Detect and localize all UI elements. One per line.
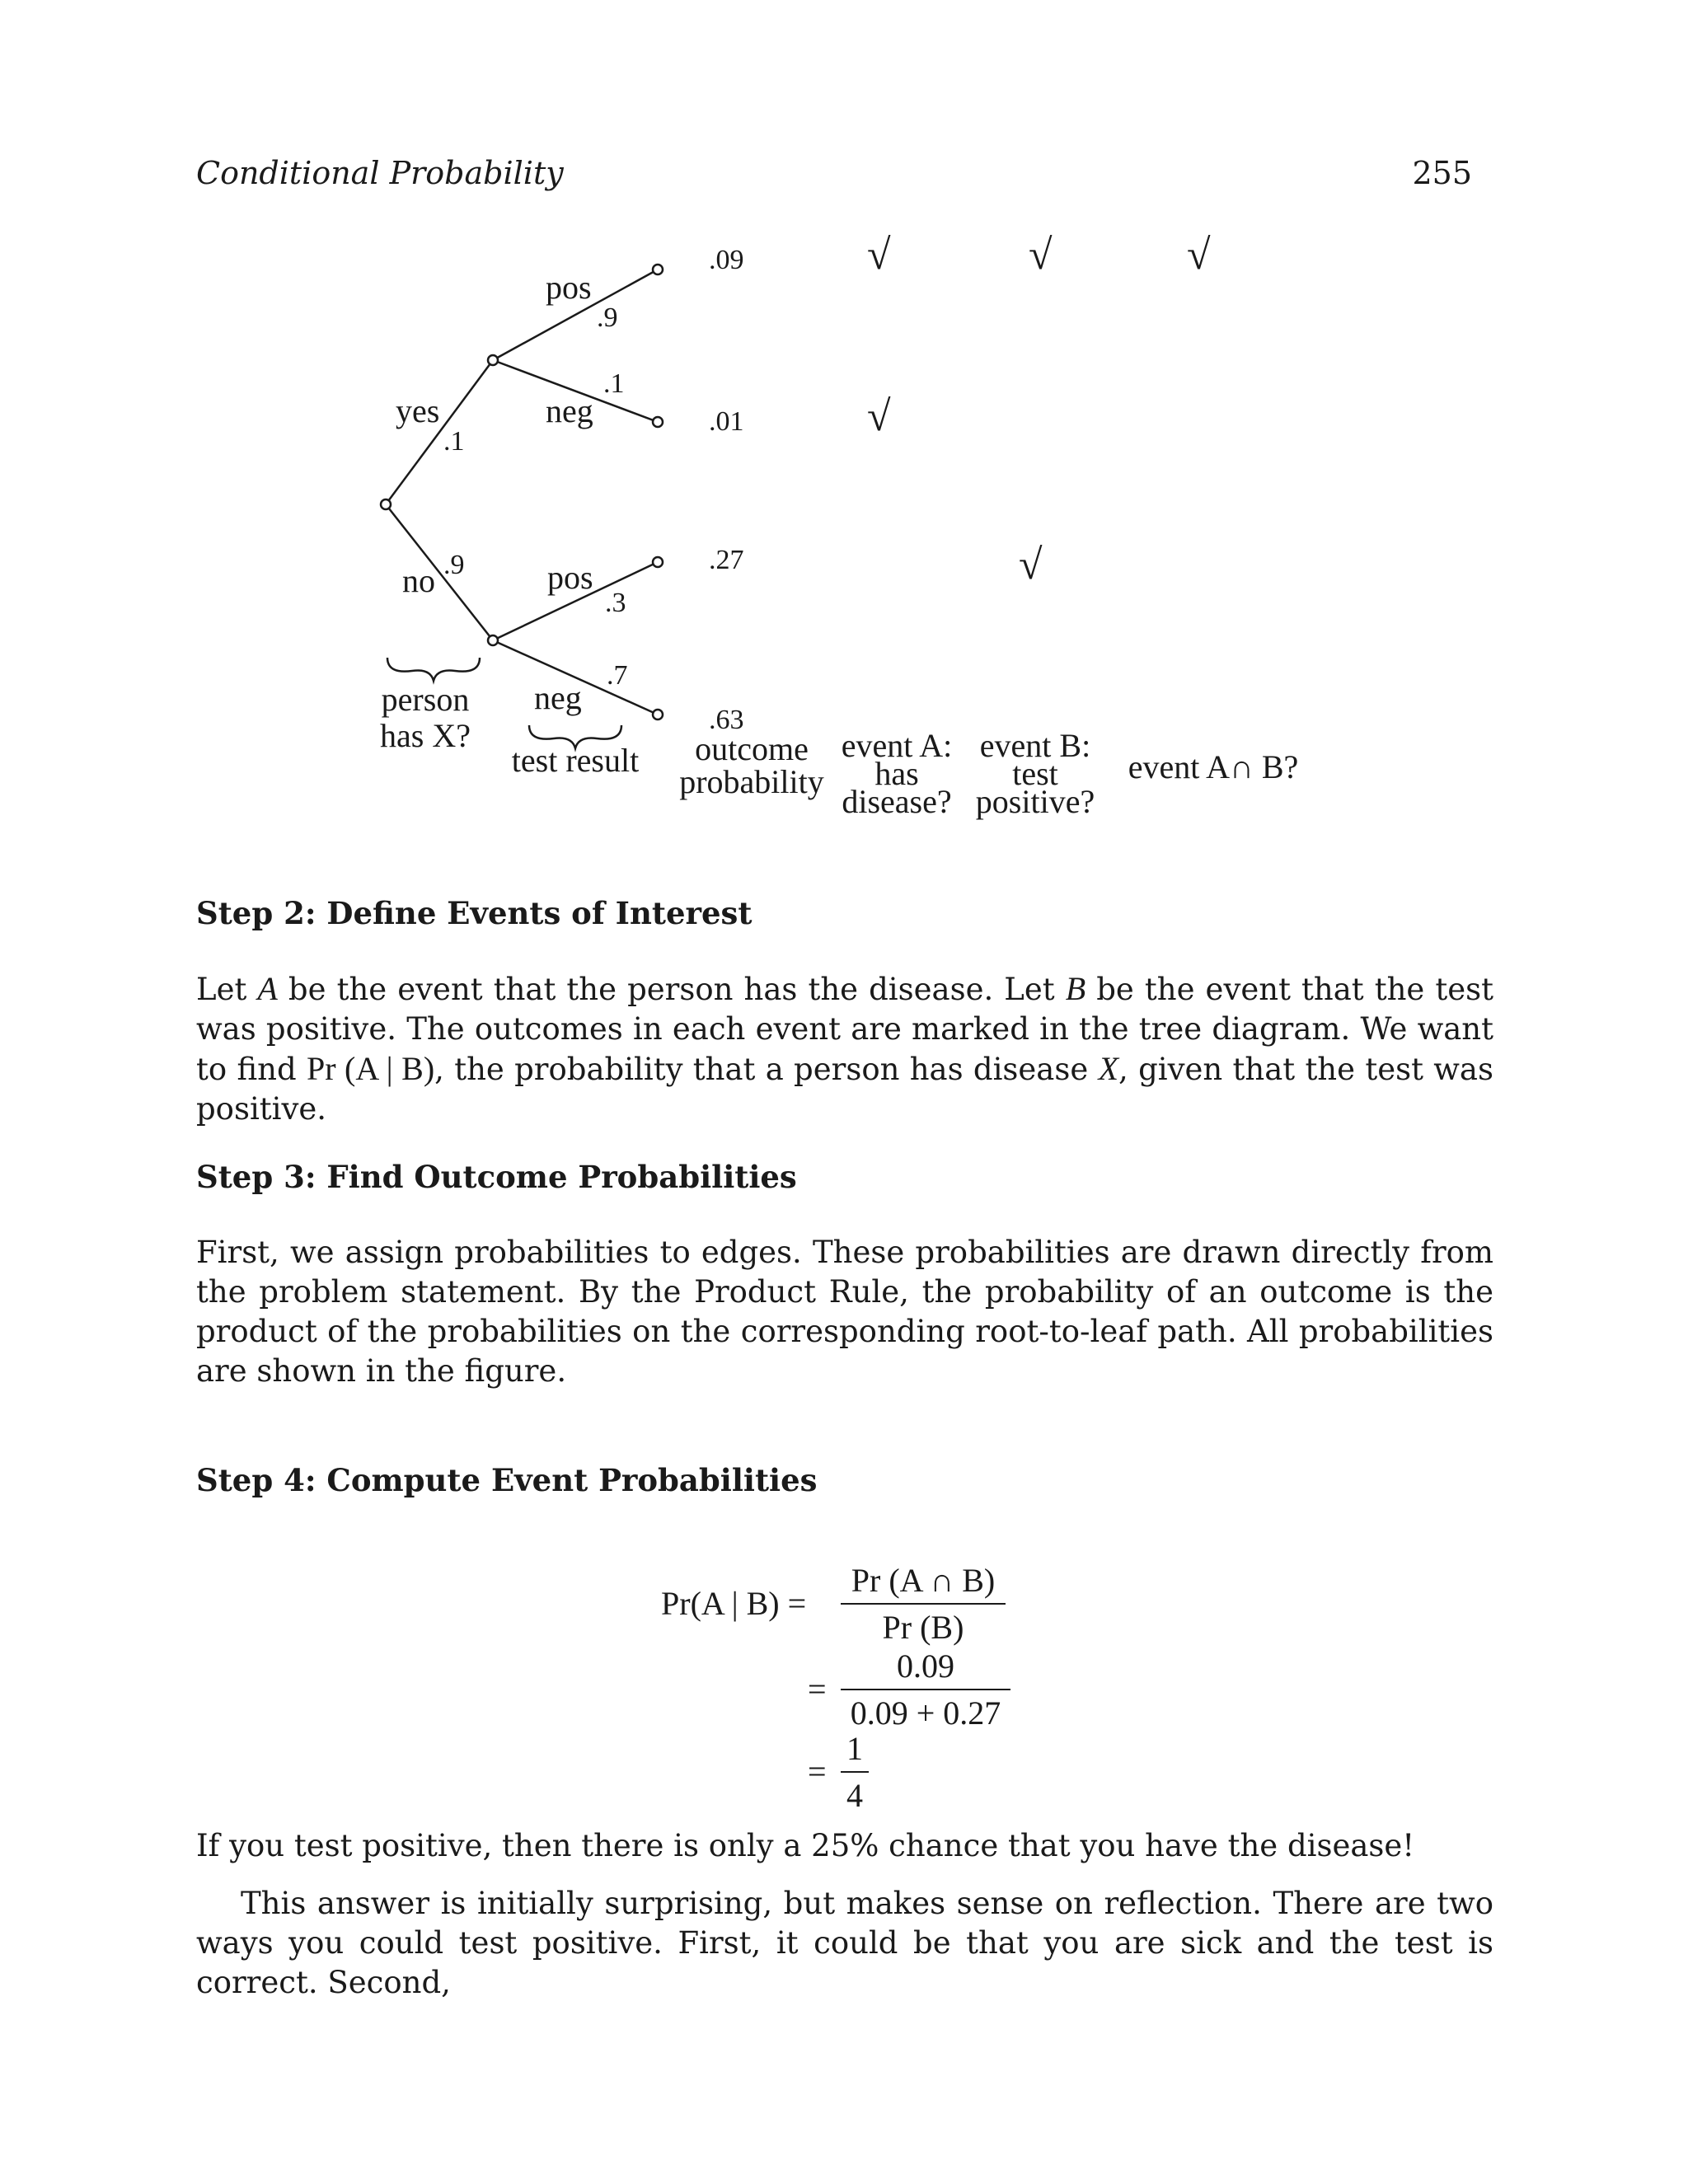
step4-heading: Step 4: Compute Event Probabilities [196,1462,818,1498]
event-a-label: event A: [841,727,953,764]
label-pos: pos [547,559,593,596]
fraction-1: Pr (A ∩ B) Pr (B) [841,1561,1006,1647]
prob-pos: .9 [597,302,618,333]
step3-heading: Step 3: Find Outcome Probabilities [196,1159,797,1195]
event-b-label: positive? [975,783,1095,820]
event-a-label: has [874,755,919,792]
outcome-prob: .63 [709,705,744,735]
probability-tree-diagram [0,0,1688,874]
edge-yes [386,360,493,504]
outcome-prob: .09 [709,245,744,275]
node-no [488,635,498,645]
equals-sign: = [808,1753,827,1790]
outcome-label: outcome [695,730,809,767]
fraction-3: 1 4 [841,1729,869,1815]
check-mark: √ [867,232,891,279]
leaf-node [653,710,663,719]
node-yes [488,355,498,365]
prob-no: .9 [443,550,465,580]
outcome-prob: .01 [709,406,744,437]
level2-label: test result [511,742,640,779]
conclusion-text: If you test positive, then there is only a 25% chance that you have the disease! [196,1828,1415,1863]
step2-paragraph: Let A be the event that the person has the disease. Let B be the event that the test was positive. The outcomes in each event are marked in the tree diagram. We want to find Pr (A | B), the probability that a person has disease X, given that the test was positive. [196,970,1493,1127]
running-head: Conditional Probability [196,155,564,191]
label-neg: neg [546,392,593,429]
root-node [381,499,391,509]
level1-label: has X? [380,717,471,754]
step3-paragraph: First, we assign probabilities to edges. These probabilities are drawn directly from the problem statement. By the Product Rule, the probability of an outcome is the product of the probabilities on the corresponding root-to-leaf path. All probabilities are shown in the figure. [196,1235,1493,1389]
event-b-label: event B: [979,727,1091,764]
level1-label: person [381,681,470,718]
outcome-label: probability [679,763,824,800]
label-yes: yes [396,392,440,429]
leaf-node [653,557,663,567]
fraction-2: 0.09 0.09 + 0.27 [841,1647,1010,1732]
leaf-node [653,417,663,427]
prob-neg: .7 [607,660,628,691]
equation-lhs: Pr(A | B) = [661,1585,807,1622]
equals-sign: = [808,1671,827,1708]
outcome-prob: .27 [709,545,744,575]
prob-yes: .1 [443,426,465,457]
check-mark: √ [867,393,891,440]
event-a-label: disease? [842,783,952,820]
check-mark: √ [1019,541,1043,588]
event-b-label: test [1012,755,1058,792]
label-neg: neg [534,679,582,716]
page-number: 255 [1412,155,1472,191]
leaf-node [653,265,663,274]
check-mark: √ [1187,232,1211,279]
label-pos: pos [546,269,592,306]
check-mark: √ [1029,232,1053,279]
label-no: no [402,562,435,599]
brace-person [387,658,480,681]
final-paragraph: This answer is initially surprising, but makes sense on reflection. There are two ways you could test positive. First, it could be that you are sick and the test is correct. Second, [196,1886,1493,2000]
step2-heading: Step 2: Define Events of Interest [196,895,753,931]
event-ab-label: event A∩ B? [1128,748,1299,785]
prob-pos: .3 [605,588,626,618]
math-expression: Pr (A | B) [306,1050,435,1087]
prob-neg: .1 [603,368,625,399]
